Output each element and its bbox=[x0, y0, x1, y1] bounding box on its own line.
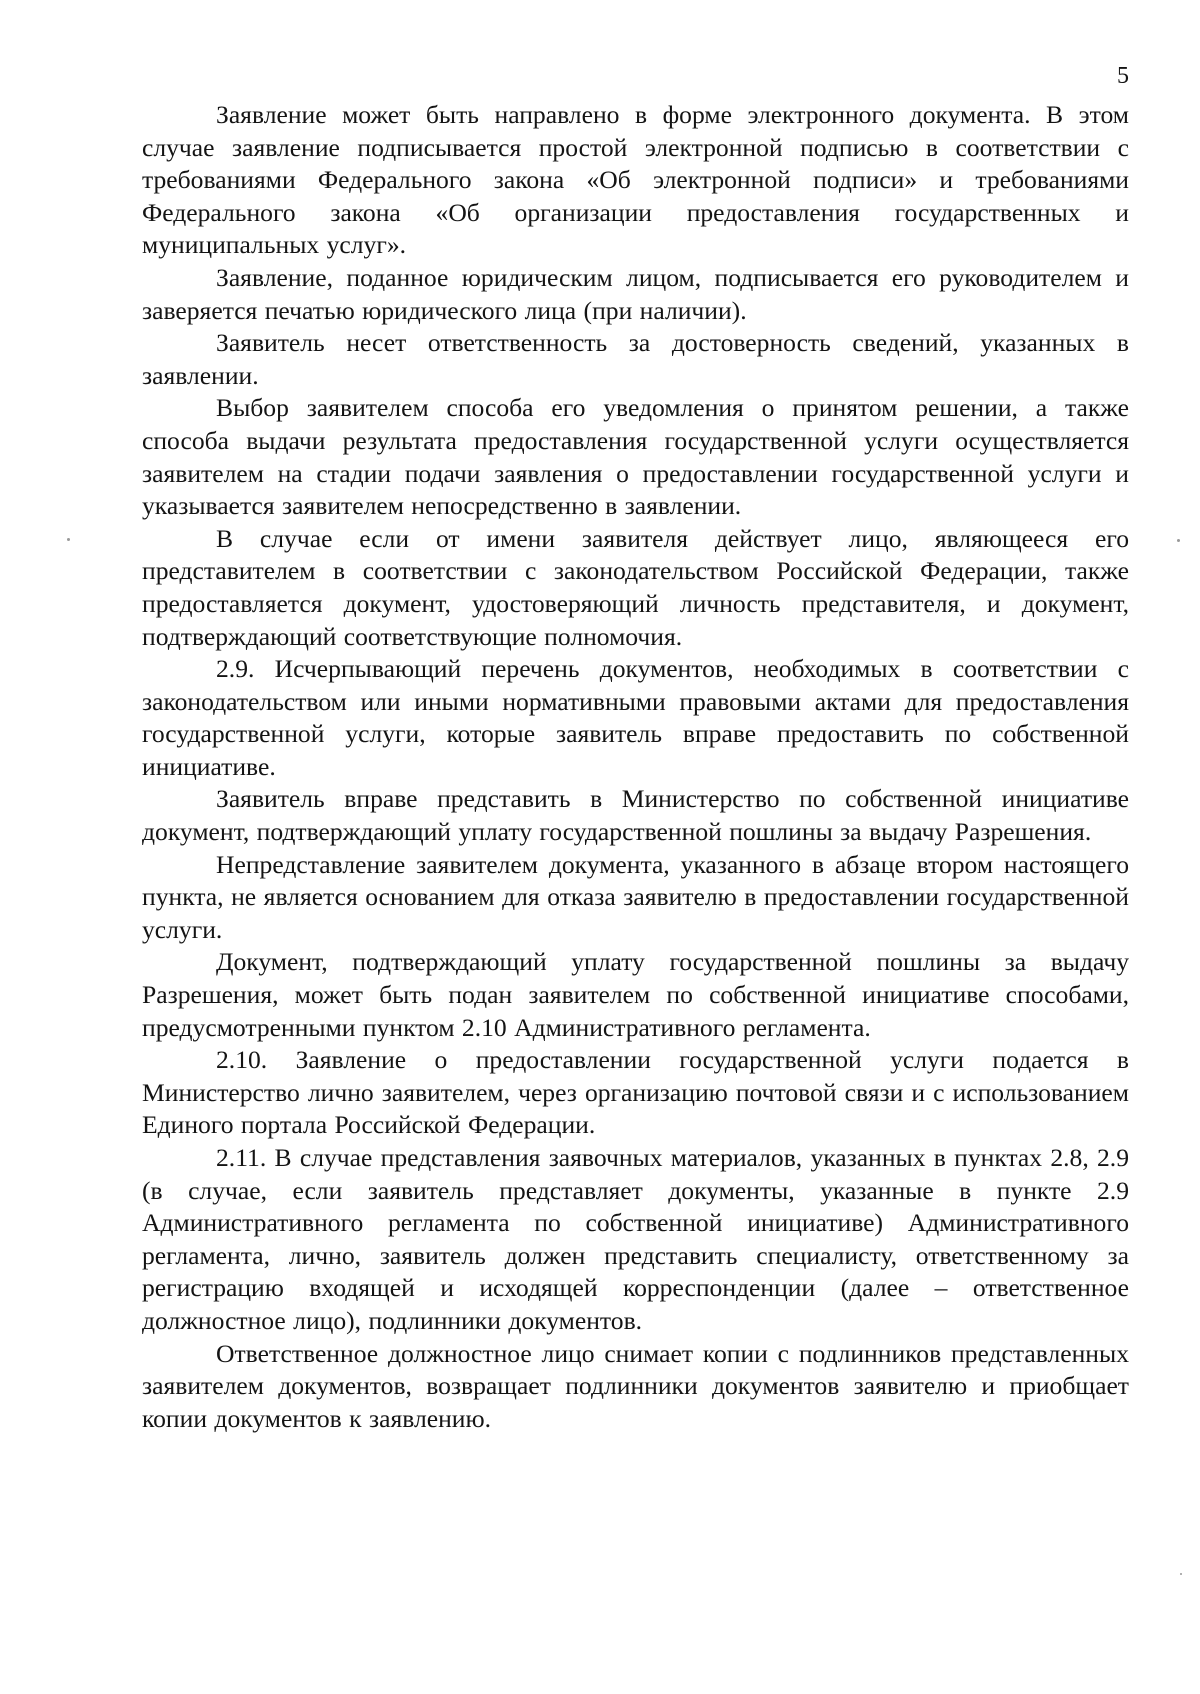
document-body bbox=[142, 99, 1129, 1435]
paragraph-notification-choice: Выбор заявителем способа его уведомления о принятом решении, а также способа выдачи результата предоставления государственной услуги осуществляется заявителем на стадии подачи заявления о предоставлении государственной услуги и указывается заявителем непосредственно в заявлении. bbox=[142, 393, 1129, 521]
page-number: 5 bbox=[1117, 63, 1129, 89]
scan-speck bbox=[67, 538, 70, 541]
scan-speck bbox=[1180, 1573, 1182, 1575]
scan-speck bbox=[1177, 539, 1180, 542]
paragraph-representative: В случае если от имени заявителя действует лицо, являющееся его представителем в соответствии с законодательством Российской Федерации, также предоставляется документ, удостоверяющий личность представителя, и документ, подтверждающий соответствующие полномочия. bbox=[142, 523, 1129, 651]
paragraph-section-2-9: 2.9. Исчерпывающий перечень документов, необходимых в соответствии с законодательством или иными нормативными правовыми актами для предоставления государственной услуги, которые заявитель вправе предоставить по собственной инициативе. bbox=[142, 654, 1129, 781]
paragraph-electronic-document: Заявление может быть направлено в форме электронного документа. В этом случае заявление подписывается простой электронной подписью в соответствии с требованиями Федерального закона «Об электронной подписи» и требованиями Федерального закона «Об организации предоставления государственных и муниципальных услуг». bbox=[142, 100, 1129, 260]
paragraph-section-2-10: 2.10. Заявление о предоставлении государственной услуги подается в Министерство лично заявителем, через организацию почтовой связи и с использованием Единого портала Российской Федерации. bbox=[142, 1045, 1129, 1140]
paragraph-own-initiative: Заявитель вправе представить в Министерство по собственной инициативе документ, подтверждающий уплату государственной пошлины за выдачу Разрешения. bbox=[142, 784, 1129, 847]
paragraph-copies: Ответственное должностное лицо снимает копии с подлинников представленных заявителем документов, возвращает подлинники документов заявителю и приобщает копии документов к заявлению. bbox=[142, 1338, 1129, 1433]
paragraph-fee-document: Документ, подтверждающий уплату государственной пошлины за выдачу Разрешения, может быть подан заявителем по собственной инициативе способами, предусмотренными пунктом 2.10 Административного регламента. bbox=[142, 947, 1129, 1042]
paragraph-legal-entity-signature: Заявление, поданное юридическим лицом, подписывается его руководителем и заверяется печатью юридического лица (при наличии). bbox=[142, 262, 1129, 325]
paragraph-applicant-responsibility: Заявитель несет ответственность за достоверность сведений, указанных в заявлении. bbox=[142, 328, 1129, 390]
paragraph-non-submission: Непредставление заявителем документа, указанного в абзаце втором настоящего пункта, не является основанием для отказа заявителю в предоставлении государственной услуги. bbox=[142, 849, 1129, 944]
paragraph-section-2-11: 2.11. В случае представления заявочных материалов, указанных в пунктах 2.8, 2.9 (в случае, если заявитель представляет документы, указанные в пункте 2.9 Административного регламента по собственной инициативе) Административного регламента, лично, заявитель должен представить специалисту, ответственному за регистрацию входящей и исходящей корреспонденции (далее – ответственное должностное лицо), подлинники документов. bbox=[142, 1143, 1129, 1335]
